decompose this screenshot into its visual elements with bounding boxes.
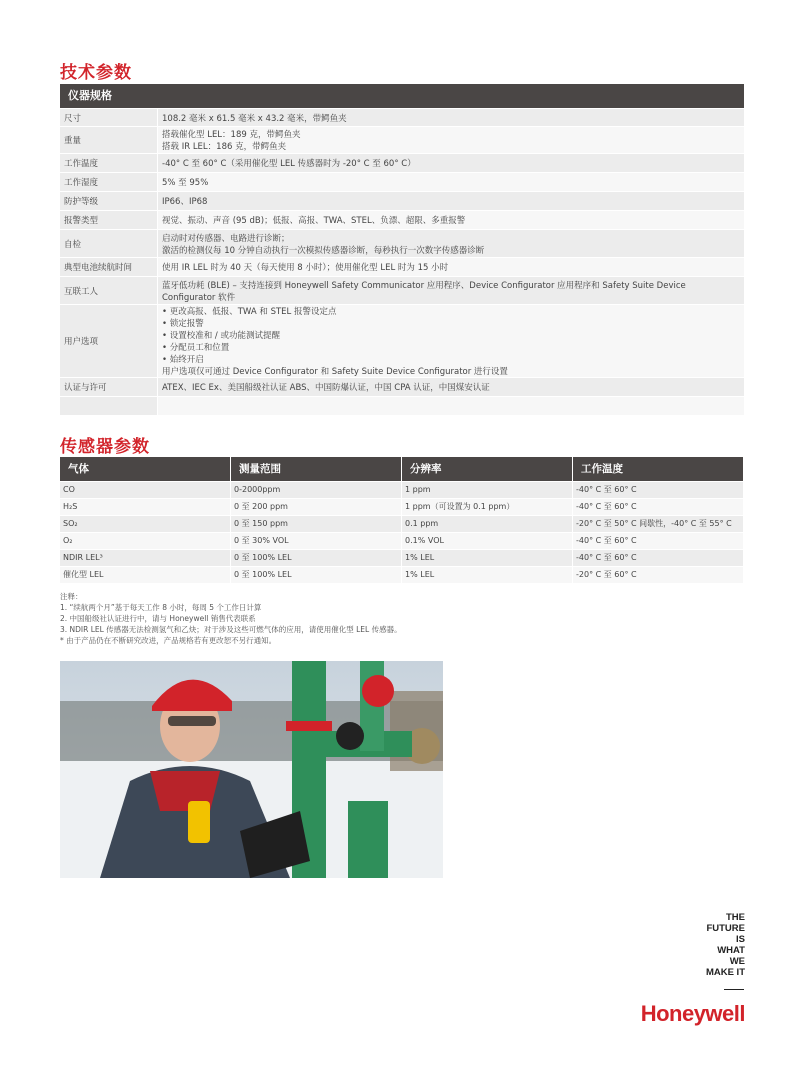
spec-label xyxy=(60,397,158,415)
spec-label: 尺寸 xyxy=(60,109,158,126)
spec-row xyxy=(60,153,744,172)
cell-gas: O₂ xyxy=(60,533,231,549)
spec-value-line: 蓝牙低功耗 (BLE) – 支持连接到 Honeywell Safety Communicator 应用程序、Device Configurator 应用程序和 Safety Suite Device xyxy=(162,280,686,291)
spec-row xyxy=(60,304,744,377)
spec-label: 防护等级 xyxy=(60,192,158,210)
section-title-sensor-specs: 传感器参数 xyxy=(60,437,150,457)
note-line: * 由于产品仍在不断研究改进，产品规格若有更改恕不另行通知。 xyxy=(60,636,277,645)
spec-table xyxy=(60,84,744,415)
sensor-row xyxy=(60,532,744,549)
note-line: 1. “续航两个月”基于每天工作 8 小时，每周 5 个工作日计算 xyxy=(60,603,262,612)
spec-value-line: • 设置校准和 / 或功能测试提醒 xyxy=(162,331,280,341)
cell-resolution: 1% LEL xyxy=(402,567,573,583)
spec-value-line: • 始终开启 xyxy=(162,355,204,365)
header-resolution: 分辨率 xyxy=(402,457,573,481)
spec-value-line: • 锁定报警 xyxy=(162,319,204,329)
sensor-row xyxy=(60,498,744,515)
spec-value-line: 使用 IR LEL 时为 40 天（每天使用 8 小时）；使用催化型 LEL 时为 15 小时 xyxy=(162,263,449,273)
cell-temperature: -20° C 至 50° C 间歇性，-40° C 至 55° C xyxy=(573,516,744,532)
cell-temperature: -40° C 至 60° C xyxy=(573,499,744,515)
spec-row xyxy=(60,210,744,229)
spec-value xyxy=(158,154,744,172)
spec-value-line: 启动时对传感器、电路进行诊断； xyxy=(162,233,290,244)
cell-gas: CO xyxy=(60,482,231,498)
spec-value-line: 108.2 毫米 x 61.5 毫米 x 43.2 毫米，带鳄鱼夹 xyxy=(162,113,347,124)
cell-range: 0 至 30% VOL xyxy=(231,533,402,549)
sensor-row xyxy=(60,549,744,566)
spec-value-line: 视觉、振动、声音 (95 dB)；低报、高报、TWA、STEL、负漂、超限、多重报警 xyxy=(162,216,466,226)
spec-value-line: • 更改高报、低报、TWA 和 STEL 报警设定点 xyxy=(162,307,337,317)
spec-value-line: 搭载 IR LEL：186 克，带鳄鱼夹 xyxy=(162,142,287,152)
spec-label: 互联工人 xyxy=(60,277,158,304)
cell-range: 0 至 200 ppm xyxy=(231,499,402,515)
cell-resolution: 0.1 ppm xyxy=(402,516,573,532)
slogan-line: FUTURE xyxy=(706,923,745,934)
cell-resolution: 1 ppm xyxy=(402,482,573,498)
cell-range: 0 至 100% LEL xyxy=(231,567,402,583)
slogan-line: WHAT xyxy=(717,945,745,956)
cell-resolution: 1 ppm（可设置为 0.1 ppm） xyxy=(402,499,573,515)
cell-gas: H₂S xyxy=(60,499,231,515)
slogan-line: MAKE IT xyxy=(705,967,745,978)
slogan xyxy=(706,912,745,978)
spec-value-line: Configurator 软件 xyxy=(162,292,236,303)
spec-value xyxy=(158,127,744,153)
spec-label: 报警类型 xyxy=(60,211,158,229)
sensor-row xyxy=(60,566,744,583)
section-title-tech-specs: 技术参数 xyxy=(60,63,132,83)
spec-value xyxy=(158,109,744,126)
cell-range: 0 至 100% LEL xyxy=(231,550,402,566)
spec-row xyxy=(60,172,744,191)
spec-label: 工作温度 xyxy=(60,154,158,172)
spec-label: 认证与许可 xyxy=(60,378,158,396)
spec-value-line: 用户选项仅可通过 Device Configurator 和 Safety Suite Device Configurator 进行设置 xyxy=(162,367,508,377)
spec-value-line: 激活的检测仪每 10 分钟自动执行一次模拟传感器诊断，每秒执行一次数字传感器诊断 xyxy=(162,245,485,256)
cell-temperature: -40° C 至 60° C xyxy=(573,482,744,498)
sensor-row xyxy=(60,515,744,532)
slogan-line: THE xyxy=(726,912,745,923)
note-line: 注释： xyxy=(60,592,83,601)
worker-photo xyxy=(60,661,443,878)
cell-gas: NDIR LEL³ xyxy=(60,550,231,566)
cell-temperature: -40° C 至 60° C xyxy=(573,550,744,566)
spec-row xyxy=(60,126,744,153)
cell-temperature: -20° C 至 60° C xyxy=(573,567,744,583)
spec-value-line: ATEX、IEC Ex、美国船级社认证 ABS、中国防爆认证，中国 CPA 认证，中国煤安认证 xyxy=(162,383,490,393)
honeywell-logo: Honeywell xyxy=(640,1001,745,1026)
spec-value-line: 5% 至 95% xyxy=(162,178,209,188)
spec-row xyxy=(60,377,744,396)
cell-gas: 催化型 LEL xyxy=(60,567,231,583)
spec-row xyxy=(60,276,744,304)
spec-value xyxy=(158,173,744,191)
cell-range: 0 至 150 ppm xyxy=(231,516,402,532)
cell-gas: SO₂ xyxy=(60,516,231,532)
footnotes xyxy=(60,591,402,646)
spec-value xyxy=(158,277,744,304)
spec-label: 工作湿度 xyxy=(60,173,158,191)
spec-value xyxy=(158,211,744,229)
slogan-line: WE xyxy=(729,956,745,967)
spec-row xyxy=(60,108,744,126)
spec-row xyxy=(60,191,744,210)
sensor-row xyxy=(60,481,744,498)
cell-range: 0-2000ppm xyxy=(231,482,402,498)
spec-row xyxy=(60,257,744,276)
spec-value-line: • 分配员工和位置 xyxy=(162,343,230,353)
spec-value-line: IP66、IP68 xyxy=(162,197,208,207)
spec-label: 典型电池续航时间 xyxy=(60,258,158,276)
header-temperature: 工作温度 xyxy=(573,457,744,481)
spec-value xyxy=(158,258,744,276)
spec-value xyxy=(158,305,744,377)
header-gas: 气体 xyxy=(60,457,231,481)
spec-label: 重量 xyxy=(60,127,158,153)
note-line: 3. NDIR LEL 传感器无法检测氢气和乙炔；对于涉及这些可燃气体的应用，请使用催化型 LEL 传感器。 xyxy=(60,625,402,634)
spec-value-line: -40° C 至 60° C（采用催化型 LEL 传感器时为 -20° C 至 60° C） xyxy=(162,159,416,169)
sensor-table xyxy=(60,457,744,583)
spec-value xyxy=(158,230,744,257)
spec-label: 自检 xyxy=(60,230,158,257)
cell-temperature: -40° C 至 60° C xyxy=(573,533,744,549)
spec-label: 用户选项 xyxy=(60,305,158,377)
cell-resolution: 1% LEL xyxy=(402,550,573,566)
spec-value xyxy=(158,378,744,396)
slogan-line: IS xyxy=(736,934,745,945)
sensor-table-header xyxy=(60,457,744,481)
spec-value xyxy=(158,397,744,415)
spec-table-header: 仪器规格 xyxy=(60,84,744,108)
spec-value xyxy=(158,192,744,210)
slogan-divider xyxy=(724,989,744,990)
cell-resolution: 0.1% VOL xyxy=(402,533,573,549)
spec-row xyxy=(60,229,744,257)
header-range: 测量范围 xyxy=(231,457,402,481)
note-line: 2. 中国船级社认证进行中，请与 Honeywell 销售代表联系 xyxy=(60,614,256,623)
spec-value-line: 搭载催化型 LEL：189 克，带鳄鱼夹 xyxy=(162,130,301,140)
spec-row xyxy=(60,396,744,415)
